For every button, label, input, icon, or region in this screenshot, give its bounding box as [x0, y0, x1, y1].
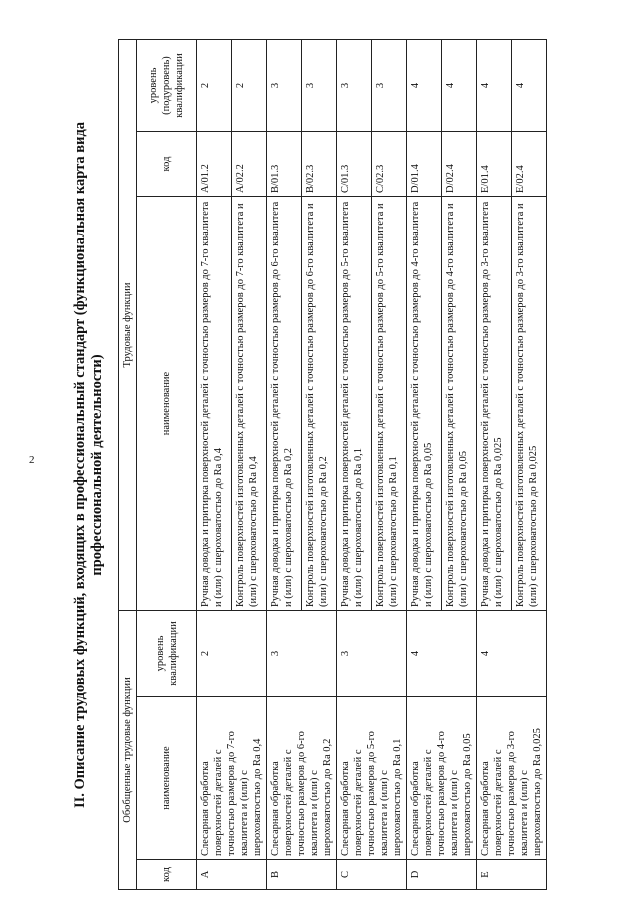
generalized-level: 4 [477, 611, 547, 697]
function-name: Контроль поверхностей изготовленных деталей с точностью размеров до 4-го квалитета и (или) с шероховатостью до Ra 0,05 [442, 197, 477, 611]
function-code: D/01.4 [407, 132, 442, 197]
function-level: 2 [197, 39, 232, 131]
table-row [267, 39, 302, 889]
header-function-name: наименование [137, 197, 197, 611]
function-code: C/02.3 [372, 132, 407, 197]
header-code: код [137, 860, 197, 890]
generalized-code: E [477, 860, 547, 890]
section-title [70, 40, 118, 890]
table-row [337, 39, 372, 889]
header-level: уровень квалификации [137, 611, 197, 697]
functional-map-table [118, 39, 547, 890]
function-name: Ручная доводка и притирка поверхностей деталей с точностью размеров до 3-го квалитета и (или) с шероховатостью до Ra 0,025 [477, 197, 512, 611]
function-level: 4 [477, 39, 512, 131]
function-code: E/01.4 [477, 132, 512, 197]
function-level: 3 [337, 39, 372, 131]
generalized-level: 3 [267, 611, 337, 697]
generalized-code: C [337, 860, 407, 890]
generalized-code: A [197, 860, 267, 890]
generalized-level: 4 [407, 611, 477, 697]
section-title-line1: II. Описание трудовых функций, входящих в профессиональный стандарт (функциональная карта вида [72, 121, 88, 809]
function-code: E/02.4 [512, 132, 547, 197]
function-level: 2 [232, 39, 267, 131]
function-level: 4 [512, 39, 547, 131]
header-generalized: Обобщенные трудовые функции [119, 611, 137, 890]
generalized-name: Слесарная обработка поверхностей деталей с точностью размеров до 7-го квалитета и (или) с шероховатостью до Ra 0,4 [197, 697, 267, 860]
function-level: 4 [407, 39, 442, 131]
function-code: D/02.4 [442, 132, 477, 197]
generalized-level: 3 [337, 611, 407, 697]
function-code: B/02.3 [302, 132, 337, 197]
function-name: Ручная доводка и притирка поверхностей деталей с точностью размеров до 5-го квалитета и (или) с шероховатостью до Ra 0,1 [337, 197, 372, 611]
generalized-code: B [267, 860, 337, 890]
table-row [477, 39, 512, 889]
header-sublevel: уровень (подуровень) квалификации [137, 39, 197, 131]
header-name: наименование [137, 697, 197, 860]
function-level: 3 [302, 39, 337, 131]
table-row [407, 39, 442, 889]
function-name: Ручная доводка и притирка поверхностей деталей с точностью размеров до 6-го квалитета и (или) с шероховатостью до Ra 0,2 [267, 197, 302, 611]
page-number: 2 [29, 454, 35, 466]
generalized-name: Слесарная обработка поверхностей деталей с точностью размеров до 5-го квалитета и (или) с шероховатостью до Ra 0,1 [337, 697, 407, 860]
function-code: B/01.3 [267, 132, 302, 197]
function-code: A/01.2 [197, 132, 232, 197]
function-level: 4 [442, 39, 477, 131]
header-function-code: код [137, 132, 197, 197]
function-name: Контроль поверхностей изготовленных деталей с точностью размеров до 7-го квалитета и (или) с шероховатостью до Ra 0,4 [232, 197, 267, 611]
generalized-name: Слесарная обработка поверхностей деталей с точностью размеров до 3-го квалитета и (или) с шероховатостью до Ra 0,025 [477, 697, 547, 860]
function-code: C/01.3 [337, 132, 372, 197]
function-code: A/02.2 [232, 132, 267, 197]
rotated-page [70, 40, 600, 890]
function-name: Контроль поверхностей изготовленных деталей с точностью размеров до 3-го квалитета и (или) с шероховатостью до Ra 0,025 [512, 197, 547, 611]
function-name: Ручная доводка и притирка поверхностей деталей с точностью размеров до 4-го квалитета и (или) с шероховатостью до Ra 0,05 [407, 197, 442, 611]
generalized-code: D [407, 860, 477, 890]
function-name: Контроль поверхностей изготовленных деталей с точностью размеров до 5-го квалитета и (или) с шероховатостью до Ra 0,1 [372, 197, 407, 611]
table-body [197, 39, 547, 889]
function-name: Ручная доводка и притирка поверхностей деталей с точностью размеров до 7-го квалитета и (или) с шероховатостью до Ra 0,4 [197, 197, 232, 611]
section-title-line2: профессиональной деятельности) [89, 354, 105, 576]
function-level: 3 [267, 39, 302, 131]
header-labor: Трудовые функции [119, 39, 137, 610]
table-row [197, 39, 232, 889]
function-name: Контроль поверхностей изготовленных деталей с точностью размеров до 6-го квалитета и (или) с шероховатостью до Ra 0,2 [302, 197, 337, 611]
generalized-name: Слесарная обработка поверхностей деталей с точностью размеров до 6-го квалитета и (или) с шероховатостью до Ra 0,2 [267, 697, 337, 860]
generalized-name: Слесарная обработка поверхностей деталей с точностью размеров до 4-го квалитета и (или) с шероховатостью до Ra 0,05 [407, 697, 477, 860]
generalized-level: 2 [197, 611, 267, 697]
function-level: 3 [372, 39, 407, 131]
